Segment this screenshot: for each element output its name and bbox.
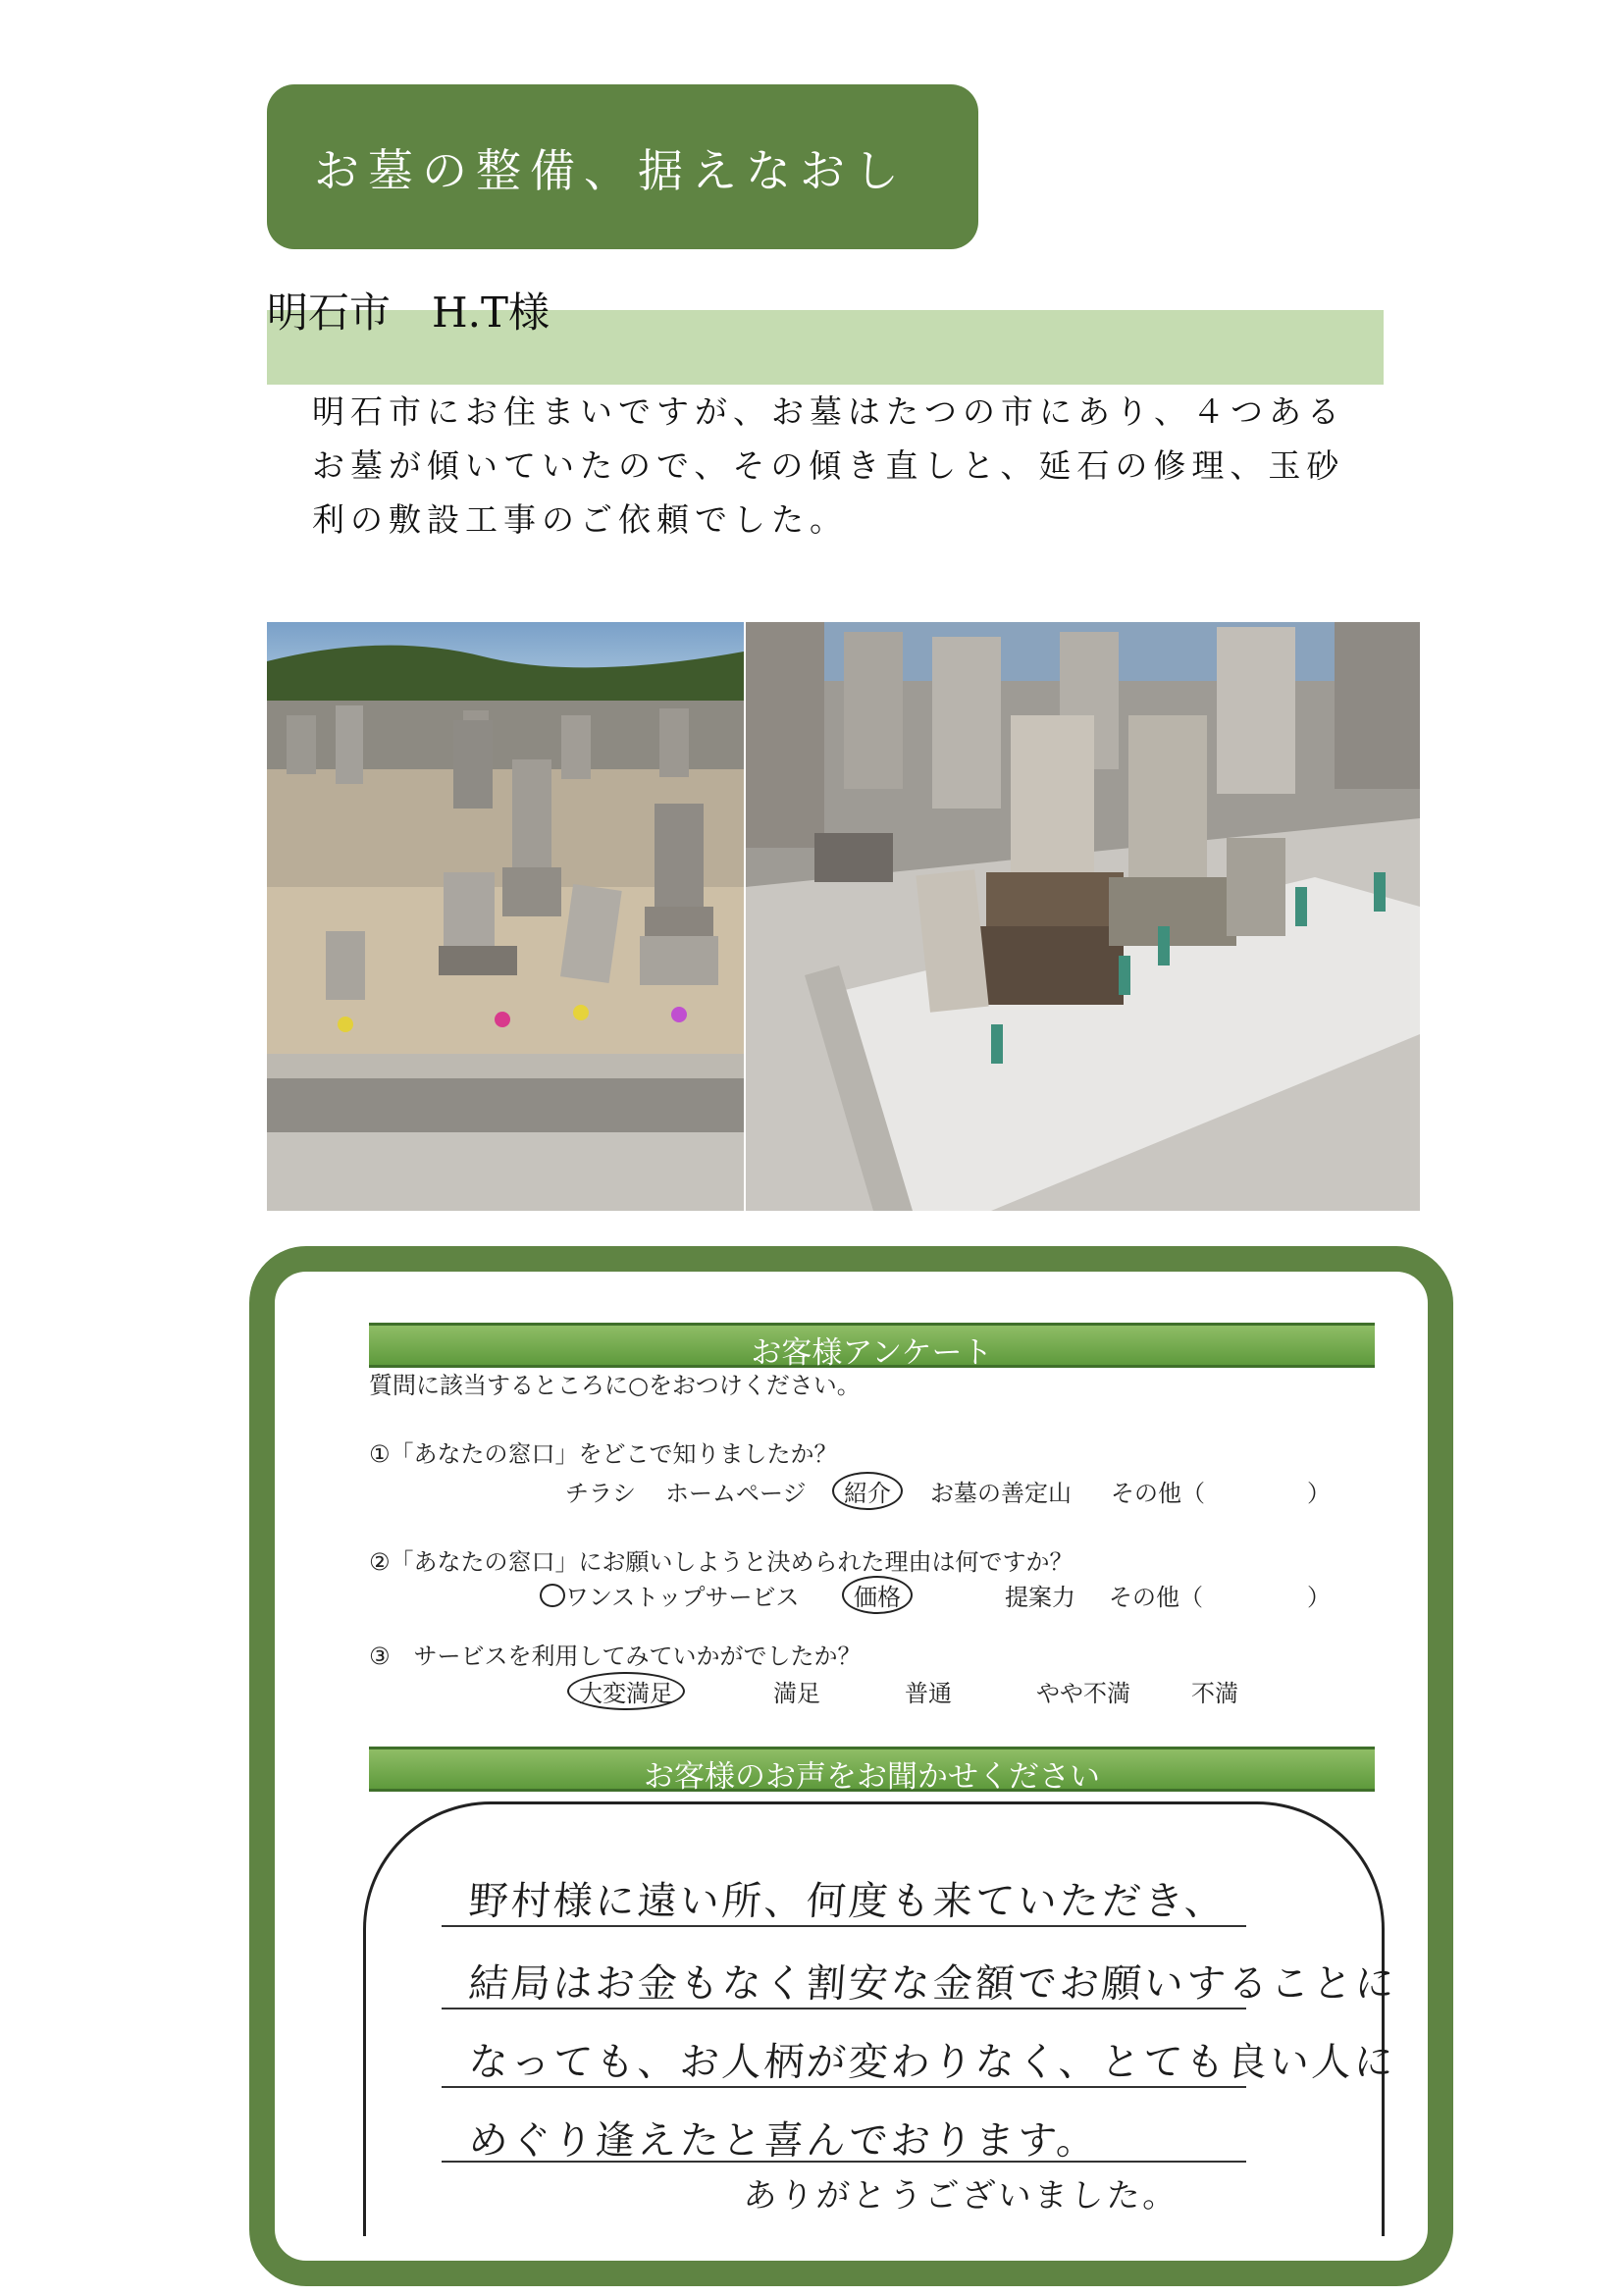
q2-check-circle [540, 1584, 565, 1607]
q1-option: ホームページ [665, 1480, 807, 1507]
q2-option: 提案力 [1005, 1584, 1075, 1611]
photo-after [746, 622, 1420, 1211]
handwritten-line: なっても、お人柄が変わりなく、とても良い人に [467, 2040, 1398, 2085]
handwritten-line: めぐり逢えたと喜んでおります。 [467, 2118, 1101, 2164]
intro-line: 利の敷設工事のご依頼でした。 [312, 500, 848, 539]
survey-header-bar [369, 1323, 1375, 1371]
q2-option: その他（ [1109, 1584, 1203, 1611]
voice-header: お客様のお声をお聞かせください [644, 1759, 1100, 1795]
q1-option-selected: 紹介 [832, 1472, 903, 1510]
q2-option: ） [1307, 1584, 1331, 1611]
customer-name: 明石市 H.T様 [267, 288, 550, 337]
q2-option: ワンストップサービス [565, 1584, 800, 1611]
intro-paragraph [312, 385, 1401, 547]
intro-line: 明石市にお住まいですが、お墓はたつの市にあり、４つある [312, 392, 1345, 431]
question-1: ①「あなたの窓口」をどこで知りましたか？ [369, 1440, 838, 1468]
ruled-line [442, 1925, 1246, 1927]
q3-option: 不満 [1191, 1680, 1238, 1707]
question-3: ③ サービスを利用してみていかがでしたか？ [369, 1643, 862, 1670]
handwritten-line: 結局はお金もなく割安な金額でお願いすることに [467, 1961, 1399, 2007]
survey-instruction: 質問に該当するところに○をおつけください。 [369, 1372, 861, 1399]
handwritten-line: 野村様に遠い所、何度も来ていただき、 [467, 1879, 1229, 1924]
photo-before [267, 622, 744, 1211]
handwritten-line: ありがとうございました。 [742, 2176, 1181, 2216]
question-2: ②「あなたの窓口」にお願いしようと決められた理由は何ですか？ [369, 1548, 1074, 1576]
q3-option: 満足 [773, 1680, 820, 1707]
ruled-line [442, 2086, 1246, 2088]
q1-option: その他（ [1111, 1480, 1205, 1507]
q2-option-selected: 価格 [842, 1576, 913, 1614]
title-banner [267, 84, 978, 249]
q1-option: お墓の善定山 [930, 1480, 1072, 1507]
q1-option: チラシ [565, 1480, 636, 1507]
ruled-line [442, 2008, 1246, 2009]
q3-option-selected: 大変満足 [567, 1672, 685, 1710]
survey-panel [249, 1246, 1453, 2286]
q1-option: ） [1307, 1480, 1331, 1507]
ruled-line [442, 2161, 1246, 2163]
q3-option: やや不満 [1036, 1680, 1130, 1707]
q3-option: 普通 [905, 1680, 952, 1707]
page-title: お墓の整備、据えなおし [314, 144, 908, 197]
intro-line: お墓が傾いていたので、その傾き直しと、延石の修理、玉砂 [312, 446, 1345, 485]
voice-header-bar [369, 1747, 1375, 1795]
survey-header: お客様アンケート [751, 1335, 993, 1371]
